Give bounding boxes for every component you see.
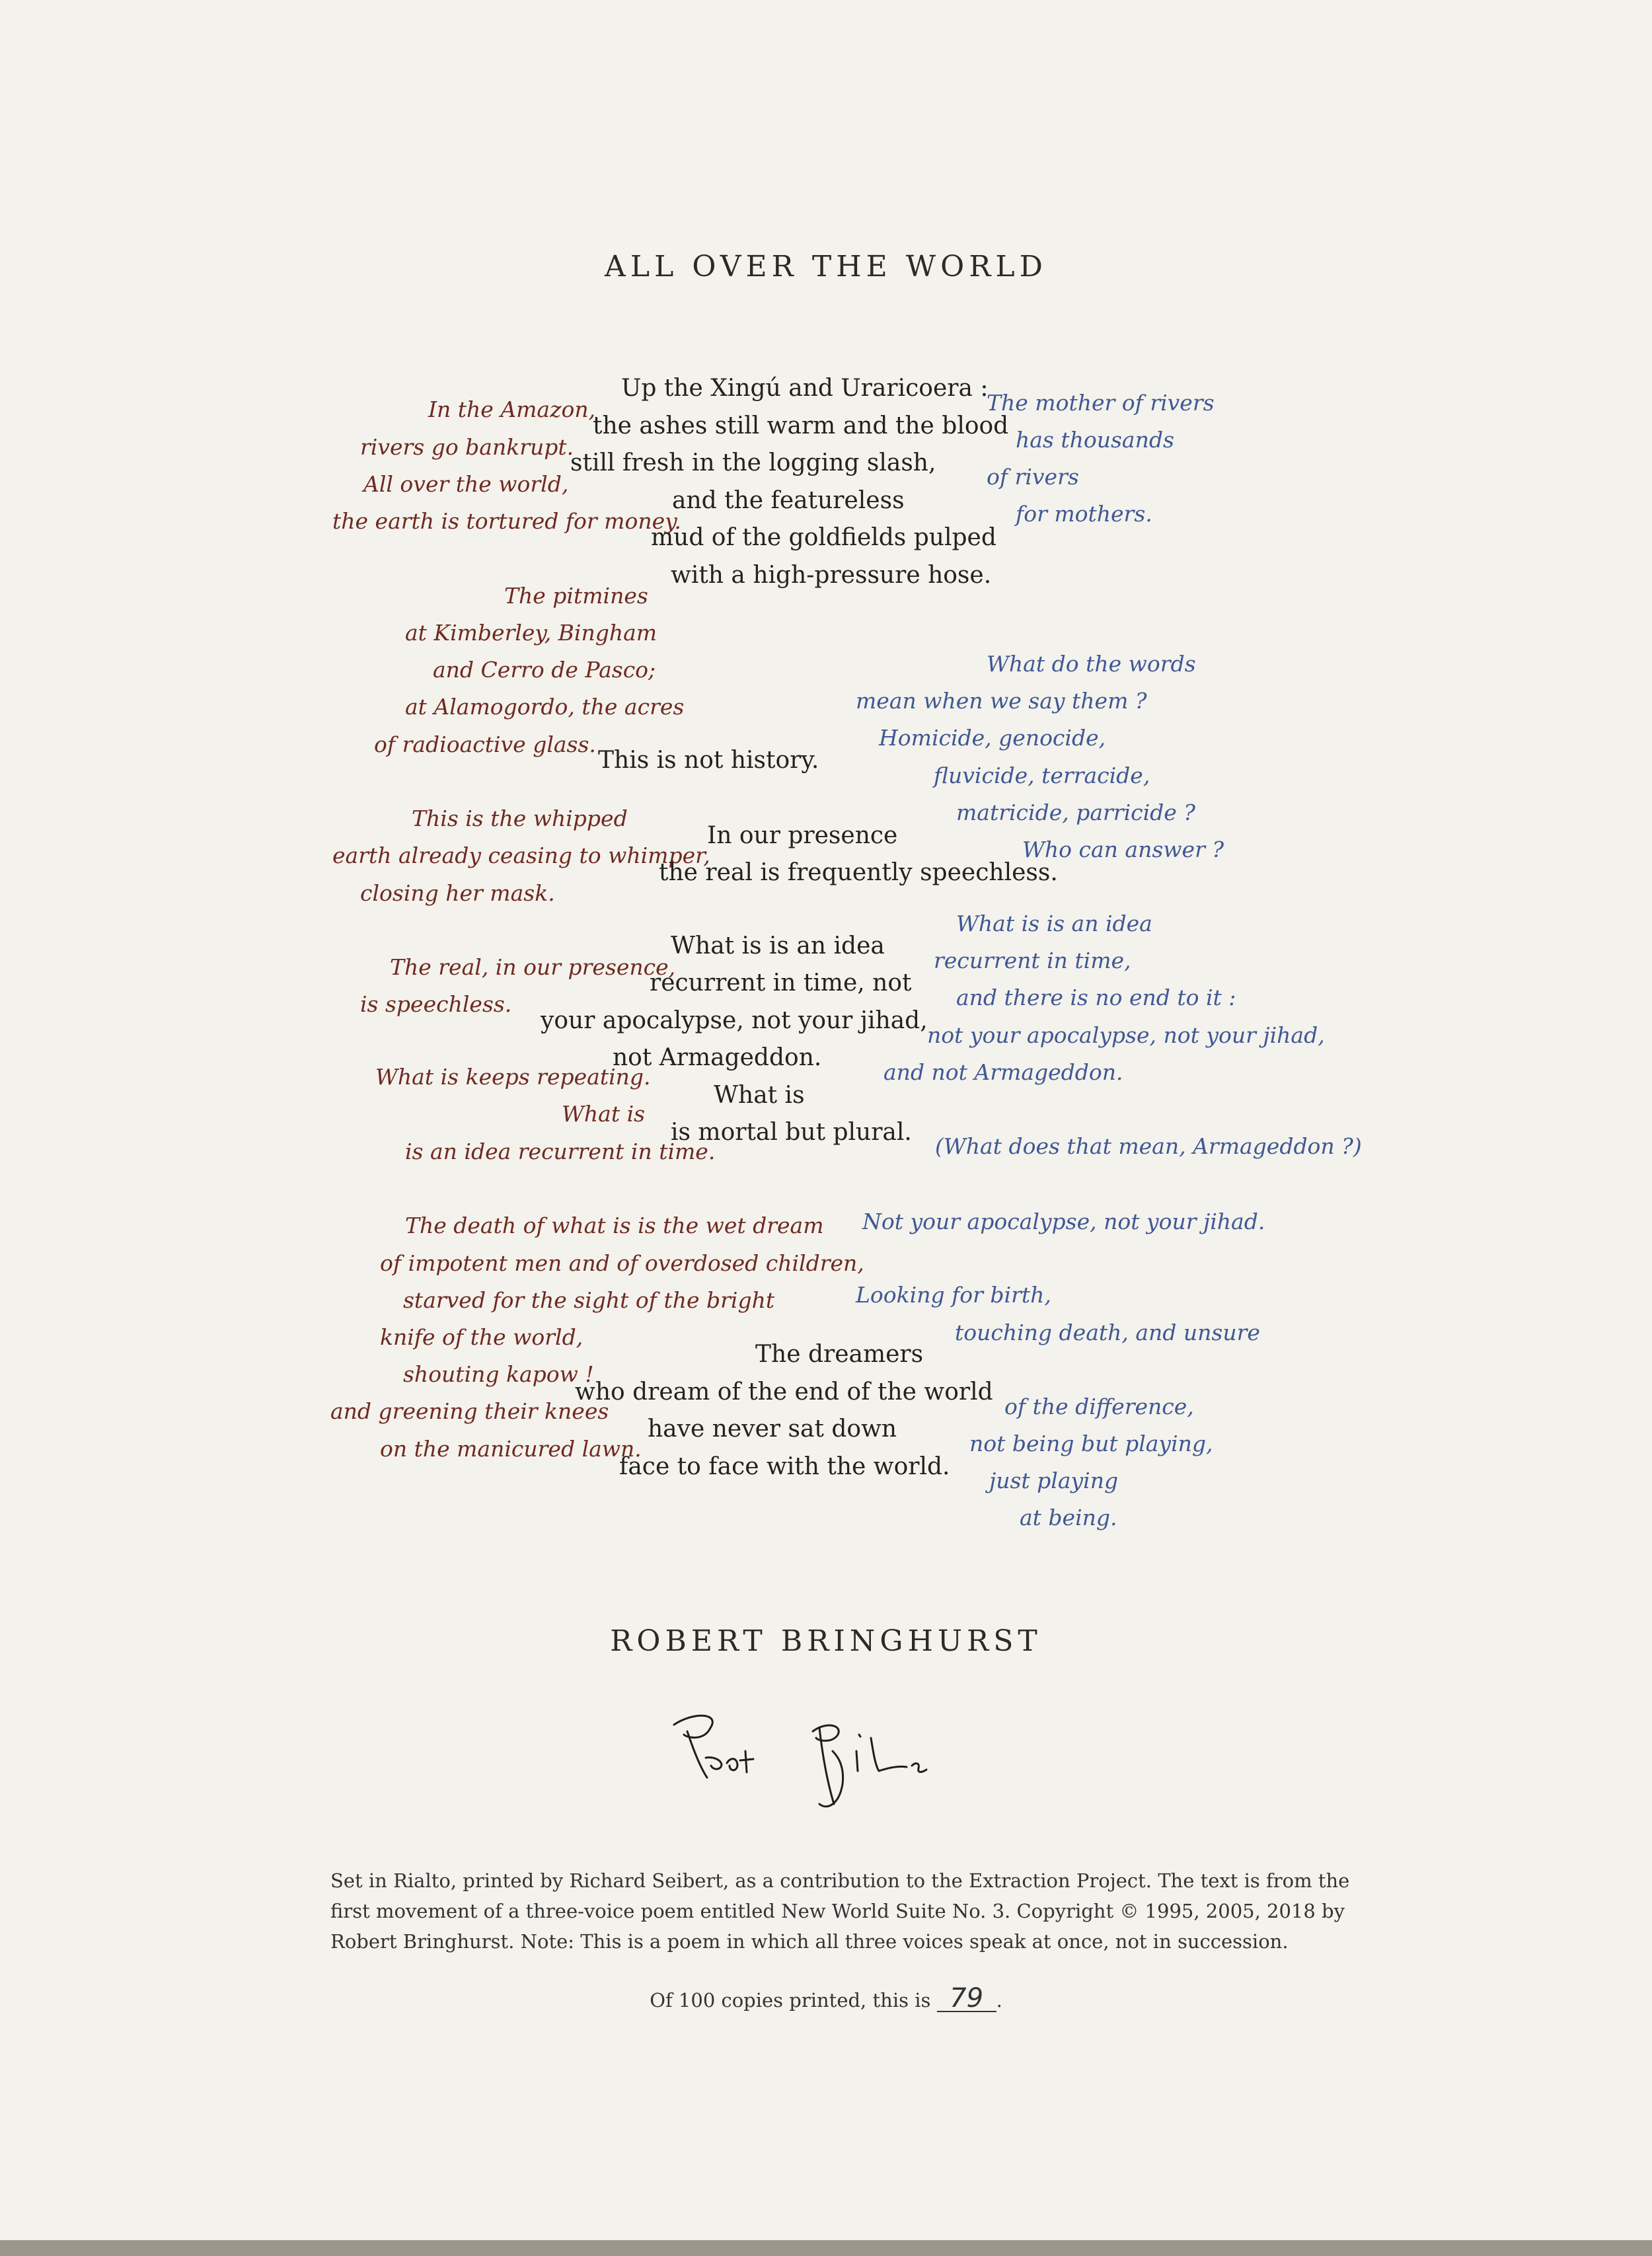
right-voice-line: Looking for birth,: [856, 1282, 1051, 1308]
left-voice-line: is speechless.: [360, 991, 512, 1017]
right-voice-line: at being.: [1020, 1505, 1117, 1530]
left-voice-line: and Cerro de Pasco;: [433, 657, 656, 683]
center-voice-line: face to face with the world.: [619, 1453, 950, 1480]
left-voice-line: The death of what is is the wet dream: [405, 1213, 824, 1238]
center-voice-line: not Armageddon.: [613, 1044, 822, 1071]
right-voice-line: and not Armageddon.: [883, 1059, 1123, 1085]
left-voice-line: rivers go bankrupt.: [360, 434, 574, 460]
right-voice-line: Who can answer ?: [1022, 837, 1224, 862]
left-voice-line: of impotent men and of overdosed children,: [380, 1250, 864, 1276]
right-voice-line: What is is an idea: [956, 911, 1152, 936]
center-voice-line: The dreamers: [755, 1341, 924, 1368]
left-voice-line: of radioactive glass.: [374, 732, 596, 757]
right-voice-line: The mother of rivers: [987, 390, 1215, 416]
right-voice-line: and there is no end to it :: [956, 985, 1236, 1010]
left-voice-line: closing her mask.: [360, 880, 555, 906]
right-voice-line: fluvicide, terracide,: [934, 763, 1150, 788]
edition-text: Of 100 copies printed, this is: [650, 1989, 931, 2012]
center-voice-line: Up the Xingú and Uraricoera :: [621, 375, 989, 402]
right-voice-line: touching death, and unsure: [955, 1320, 1260, 1345]
right-voice-line: recurrent in time,: [934, 948, 1131, 973]
right-voice-line: Homicide, genocide,: [879, 725, 1106, 751]
left-voice-line: is an idea recurrent in time.: [405, 1139, 716, 1164]
center-voice-line: still fresh in the logging slash,: [570, 449, 936, 476]
center-voice-line: who dream of the end of the world: [575, 1378, 993, 1406]
center-voice-line: What is is an idea: [671, 932, 885, 959]
left-voice-line: What is keeps repeating.: [375, 1064, 651, 1090]
colophon-line: Robert Bringhurst. Note: This is a poem in which all three voices speak at once, not in succession.: [330, 1930, 1289, 1953]
author-name: ROBERT BRINGHURST: [610, 1624, 1042, 1658]
center-voice-line: This is not history.: [598, 747, 819, 774]
left-voice-line: at Alamogordo, the acres: [405, 694, 685, 720]
left-voice-line: In the Amazon,: [428, 396, 596, 422]
copy-number: 79: [937, 1986, 996, 2012]
left-voice-line: and greening their knees: [330, 1398, 609, 1424]
center-voice-line: mud of the goldfields pulped: [651, 524, 996, 551]
center-voice-line: In our presence: [707, 822, 898, 849]
right-voice-line: Not your apocalypse, not your jihad.: [862, 1209, 1265, 1234]
left-voice-line: on the manicured lawn.: [380, 1436, 642, 1462]
center-voice-line: is mortal but plural.: [671, 1119, 912, 1146]
left-voice-line: the earth is tortured for money.: [332, 508, 681, 534]
center-voice-line: the real is frequently speechless.: [659, 859, 1058, 886]
center-voice-line: recurrent in time, not: [650, 969, 912, 996]
edition-period: .: [996, 1989, 1002, 2012]
colophon: [330, 1865, 1350, 1957]
colophon-line: Set in Rialto, printed by Richard Seibert, as a contribution to the Extraction Project. The text is from the: [330, 1869, 1350, 1892]
center-voice-line: have never sat down: [648, 1415, 897, 1443]
center-voice-line: your apocalypse, not your jihad,: [541, 1007, 928, 1034]
edition-statement: [0, 1983, 1652, 2013]
right-voice-line: What do the words: [987, 651, 1196, 677]
center-voice-line: the ashes still warm and the blood: [593, 412, 1009, 439]
center-voice-line: What is: [714, 1082, 805, 1109]
left-voice-line: shouting kapow !: [403, 1361, 594, 1387]
left-voice-line: The pitmines: [504, 583, 648, 609]
left-voice-line: starved for the sight of the bright: [403, 1287, 775, 1313]
left-voice-line: All over the world,: [363, 471, 569, 497]
paper-edge: [0, 2240, 1652, 2256]
right-voice-line: for mothers.: [1016, 501, 1152, 527]
left-voice-line: This is the whipped: [412, 806, 628, 831]
right-voice-line: just playing: [989, 1468, 1119, 1493]
right-voice-line: mean when we say them ?: [856, 688, 1147, 714]
handwritten-signature: [661, 1705, 991, 1837]
colophon-line: first movement of a three-voice poem entitled New World Suite No. 3. Copyright © 1995, 2005, 2018 by: [330, 1900, 1345, 1922]
center-voice-line: and the featureless: [672, 487, 905, 514]
left-voice-line: earth already ceasing to whimper,: [332, 843, 710, 868]
right-voice-line: not being but playing,: [969, 1431, 1213, 1456]
right-voice-line: not your apocalypse, not your jihad,: [927, 1022, 1325, 1048]
right-voice-line: of rivers: [987, 464, 1079, 490]
left-voice-line: The real, in our presence,: [390, 954, 676, 980]
center-voice-line: with a high-pressure hose.: [671, 562, 992, 589]
right-voice-line: matricide, parricide ?: [956, 800, 1196, 825]
left-voice-line: at Kimberley, Bingham: [405, 620, 657, 646]
left-voice-line: What is: [562, 1101, 646, 1127]
right-voice-line: (What does that mean, Armageddon ?): [935, 1133, 1362, 1159]
left-voice-line: knife of the world,: [380, 1324, 583, 1350]
poem-title: ALL OVER THE WORLD: [605, 250, 1047, 283]
right-voice-line: has thousands: [1016, 427, 1174, 453]
right-voice-line: of the difference,: [1004, 1394, 1194, 1419]
